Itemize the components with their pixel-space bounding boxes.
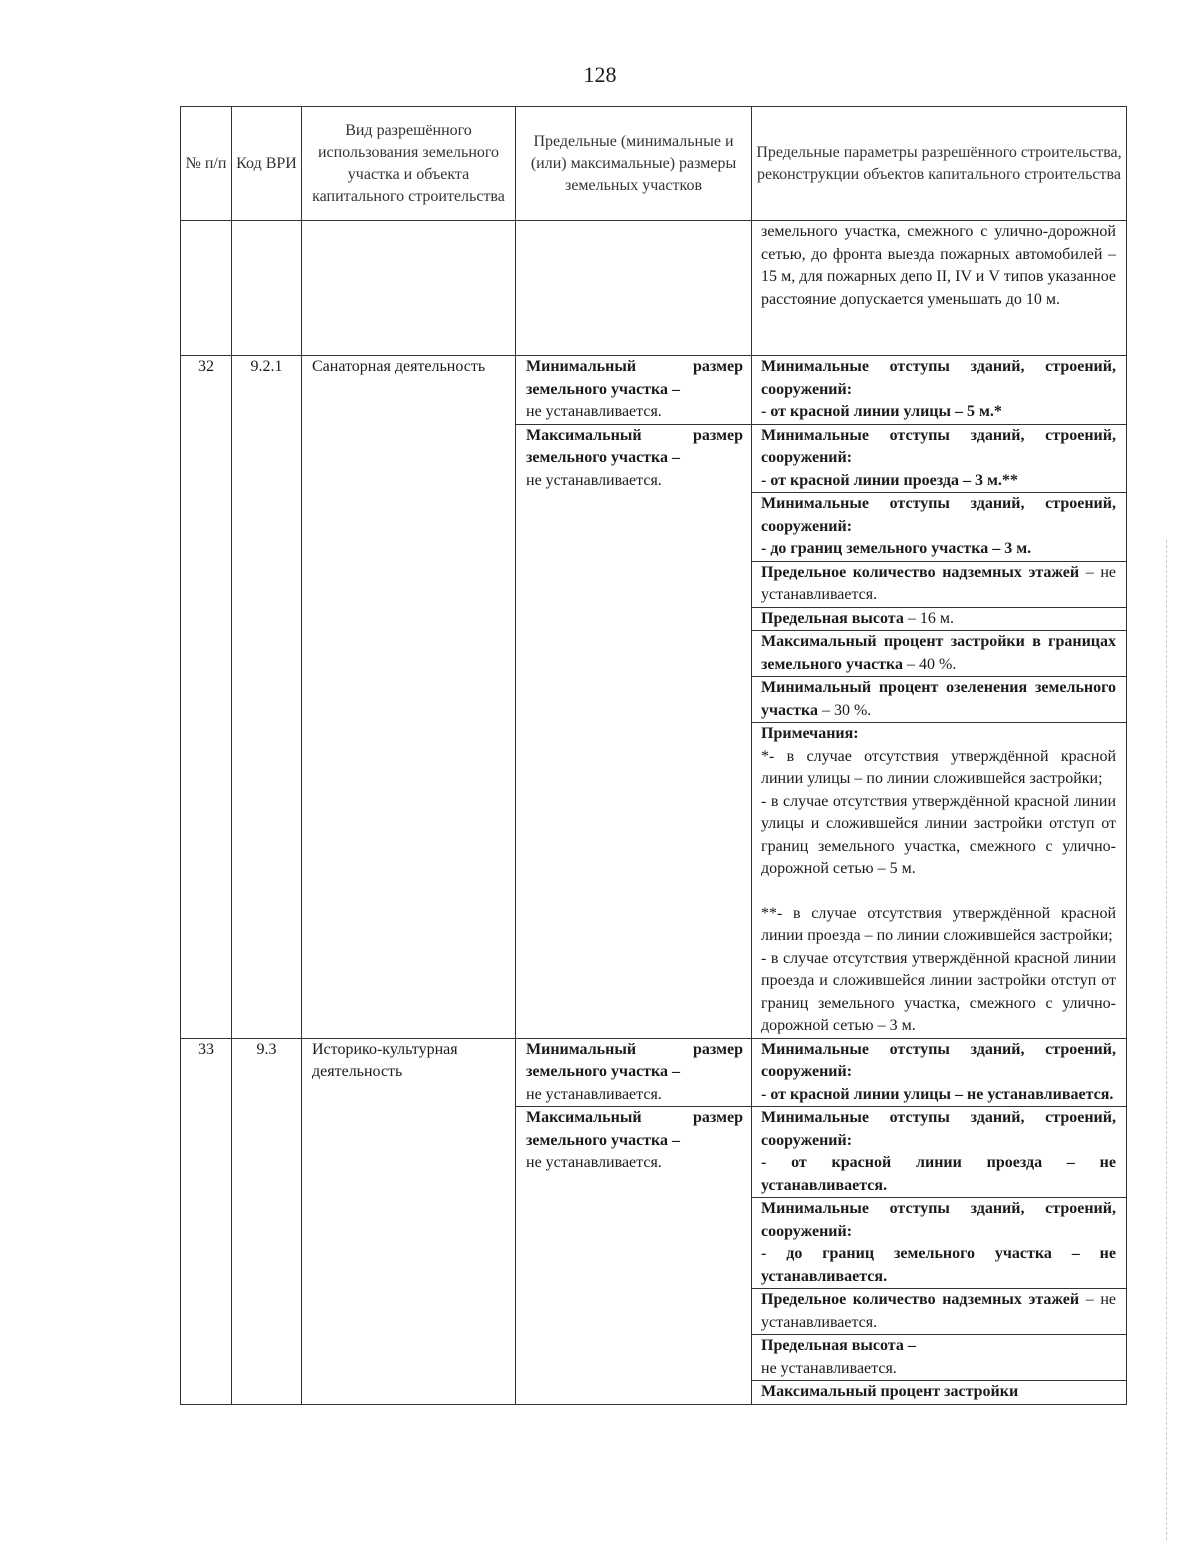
param-floors: Предельное количество надземных этажей – не устанавливается. [752, 562, 1126, 608]
param-height: Предельная высота – 16 м. [752, 608, 1126, 632]
min-size-value: не устанавливается. [526, 403, 662, 420]
param-max-coverage: Максимальный процент застройки в границах земельного участка – 40 %. [752, 631, 1126, 677]
min-size-cell [516, 1038, 752, 1107]
page-number: 128 [583, 62, 617, 87]
max-size-cell [516, 424, 752, 1038]
min-size-label: Минимальный размер земельного участка – [526, 358, 743, 398]
param-setback-street: Минимальные отступы зданий, строений, сооружений: - от красной линии улицы – 5 м.* [761, 358, 1116, 420]
row-number: 33 [181, 1038, 232, 1404]
param-setback-plot: Минимальные отступы зданий, строений, сооружений: - до границ земельного участка – не устанавливается. [752, 1198, 1126, 1289]
continuation-row [181, 221, 1127, 356]
param-max-coverage: Максимальный процент застройки [761, 1383, 1019, 1400]
note-text: - в случае отсутствия утверждённой красной линии проезда и сложившейся линии застройки отступ от границ земельного участка, смежного с улично-дорожной сетью – 3 м. [761, 949, 1116, 1034]
header-plot-sizes: Предельные (минимальные и (или) максимальные) размеры земельных участков [516, 107, 752, 221]
note-text: **- в случае отсутствия утверждённой красной линии проезда – по линии сложившейся застройки; [761, 904, 1116, 944]
param-setback-street: Минимальные отступы зданий, строений, сооружений: - от красной линии улицы – не устанавливается. [761, 1040, 1116, 1103]
regulations-table [180, 106, 1127, 1405]
max-size-value: не устанавливается. [526, 471, 662, 489]
header-build-params: Предельные параметры разрешённого строительства, реконструкции объектов капитального строительства [752, 107, 1127, 221]
param-setback-driveway: Минимальные отступы зданий, строений, сооружений: - от красной линии проезда – 3 м.** [752, 425, 1126, 494]
table-row-33 [181, 1038, 1127, 1107]
param-setback-plot: Минимальные отступы зданий, строений, сооружений: - до границ земельного участка – 3 м. [752, 493, 1126, 562]
min-size-label: Минимальный размер земельного участка – [526, 1040, 743, 1080]
row-code: 9.3 [232, 1038, 302, 1404]
row-use-type: Историко-культурная деятельность [302, 1038, 516, 1404]
max-size-cell [516, 1107, 752, 1405]
note-text: *- в случае отсутствия утверждённой красной линии улицы – по линии сложившейся застройки; [761, 747, 1116, 787]
header-code: Код ВРИ [232, 107, 302, 221]
notes-heading: Примечания: [761, 725, 859, 742]
min-size-cell [516, 356, 752, 425]
max-size-label: Максимальный размер земельного участка – [526, 426, 743, 466]
max-size-value: не устанавливается. [526, 1154, 662, 1171]
scan-edge-line [1166, 540, 1167, 1540]
header-row [181, 107, 1127, 221]
continuation-text: земельного участка, смежного с улично-дорожной сетью, до фронта выезда пожарных автомобилей – 15 м, для пожарных депо II, IV и V типов указанное расстояние допускается уменьшать до 10 м. [761, 223, 1116, 308]
note-text: - в случае отсутствия утверждённой красной линии улицы и сложившейся линии застройки отступ от границ земельного участка, смежного с улично-дорожной сетью – 5 м. [761, 792, 1116, 877]
header-num: № п/п [181, 107, 232, 221]
row-use-type: Санаторная деятельность [302, 356, 516, 1039]
table-row-32 [181, 356, 1127, 425]
row-number: 32 [181, 356, 232, 1039]
max-size-label: Максимальный размер земельного участка – [526, 1109, 743, 1149]
header-use-type: Вид разрешённого использования земельного участка и объекта капитального строительства [302, 107, 516, 221]
notes [752, 723, 1126, 1038]
param-min-greenery: Минимальный процент озеленения земельного участка – 30 %. [752, 677, 1126, 723]
param-height: Предельная высота – не устанавливается. [752, 1335, 1126, 1381]
param-setback-driveway: Минимальные отступы зданий, строений, сооружений: - от красной линии проезда – не устанавливается. [752, 1107, 1126, 1198]
param-floors: Предельное количество надземных этажей – не устанавливается. [752, 1289, 1126, 1335]
row-code: 9.2.1 [232, 356, 302, 1039]
min-size-value: не устанавливается. [526, 1085, 662, 1103]
